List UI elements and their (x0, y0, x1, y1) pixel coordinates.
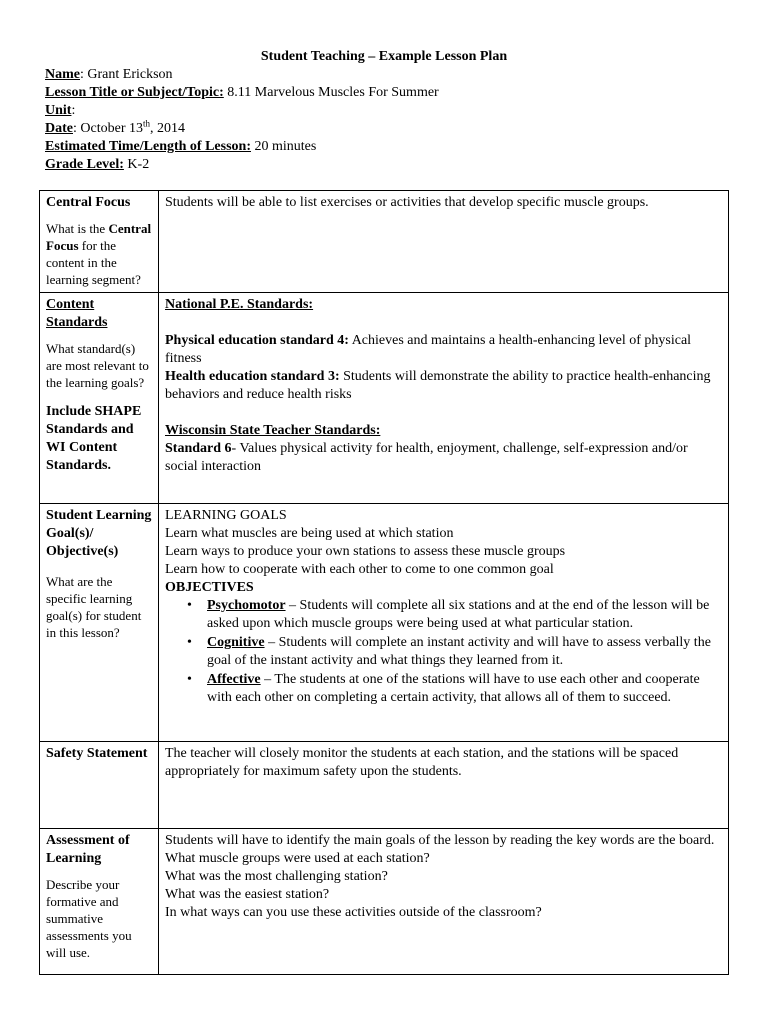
name-value: : Grant Erickson (80, 67, 173, 82)
objectives-title: OBJECTIVES (165, 580, 254, 595)
document-title: Student Teaching – Example Lesson Plan (260, 49, 508, 64)
assessment-row (40, 829, 729, 975)
grade-label: Grade Level: (45, 157, 124, 172)
central-focus-row (40, 191, 729, 293)
assessment-content-cell (159, 829, 729, 975)
learning-goal-item: Learn how to cooperate with each other to come to one common goal (165, 562, 554, 577)
objective-item (207, 634, 722, 670)
objective-text: – The students at one of the stations will have to use each other and cooperate with each other on completing a certain activity, that allows all of them to succeed. (207, 672, 700, 705)
objective-label: Cognitive (207, 635, 265, 650)
objectives-list (165, 597, 722, 707)
name-line (45, 66, 439, 84)
central-focus-label-cell (40, 191, 159, 293)
assessment-line: What muscle groups were used at each station? (165, 851, 430, 866)
pe-standard-text: Achieves and maintains a health-enhancing level of physical fitness (165, 333, 692, 366)
learning-goals-heading: Student Learning Goal(s)/ Objective(s) (46, 508, 152, 559)
content-standards-row (40, 293, 729, 504)
assessment-line: What was the most challenging station? (165, 869, 388, 884)
learning-goals-label-cell (40, 504, 159, 742)
assessment-line: In what ways can you use these activities outside of the classroom? (165, 905, 542, 920)
learning-goals-row (40, 504, 729, 742)
date-label: Date (45, 121, 73, 136)
health-standard-3 (165, 368, 722, 404)
date-year: , 2014 (150, 121, 185, 136)
health-standard-label: Health education standard 3: (165, 369, 340, 384)
safety-label-cell (40, 742, 159, 829)
pe-standard-label: Physical education standard 4: (165, 333, 349, 348)
pe-standard-4 (165, 332, 722, 368)
assessment-label-cell (40, 829, 159, 975)
date-line (45, 120, 439, 138)
unit-value: : (71, 103, 76, 118)
lesson-title-line (45, 84, 439, 102)
time-line (45, 138, 439, 156)
lesson-plan-table (39, 190, 729, 975)
standard-6-label: Standard 6 (165, 441, 232, 456)
objective-item (207, 671, 722, 707)
learning-goals-title: LEARNING GOALS (165, 508, 287, 523)
central-focus-question-bold: Central Focus (46, 221, 152, 253)
unit-label: Unit (45, 103, 72, 118)
unit-line (45, 102, 439, 120)
objective-label: Psychomotor (207, 598, 286, 613)
content-standards-heading: Content Standards (46, 297, 108, 330)
content-standards-question: What standard(s) are most relevant to the learning goals? (46, 341, 149, 390)
time-label: Estimated Time/Length of Lesson: (45, 139, 251, 154)
date-value: : October 13 (73, 121, 143, 136)
assessment-heading: Assessment of Learning (46, 833, 130, 866)
objective-item (207, 597, 722, 633)
safety-text: The teacher will closely monitor the students at each station, and the stations will be spaced appropriately for maximum safety upon the students. (165, 746, 679, 779)
safety-row (40, 742, 729, 829)
central-focus-question-a: What is the (46, 221, 109, 236)
central-focus-text: Students will be able to list exercises or activities that develop specific muscle groups. (165, 195, 649, 210)
health-standard-text: Students will demonstrate the ability to practice health-enhancing behaviors and reduce health risks (165, 369, 711, 402)
time-value: 20 minutes (251, 139, 317, 154)
central-focus-heading: Central Focus (46, 195, 131, 210)
central-focus-question-b: for the content in the learning segment? (46, 238, 141, 287)
grade-value: K-2 (123, 157, 150, 172)
learning-goals-content-cell (159, 504, 729, 742)
content-standards-label-cell (40, 293, 159, 504)
objective-text: – Students will complete an instant activity and will have to assess verbally the goal of the instant activity and what things they learned from it. (207, 635, 711, 668)
learning-goal-item: Learn ways to produce your own stations to assess these muscle groups (165, 544, 566, 559)
date-suffix: th (142, 118, 150, 129)
content-standards-note: Include SHAPE Standards and WI Content Standards. (46, 404, 142, 473)
objective-label: Affective (207, 672, 261, 687)
grade-line (45, 156, 439, 174)
lesson-meta (45, 66, 439, 174)
assessment-line: Students will have to identify the main goals of the lesson by reading the key words are the board. (165, 833, 715, 848)
content-standards-content-cell (159, 293, 729, 504)
standard-6 (165, 440, 722, 476)
national-standards-heading: National P.E. Standards: (165, 297, 314, 312)
name-label: Name (45, 67, 80, 82)
central-focus-content-cell (159, 191, 729, 293)
learning-goals-question: What are the specific learning goal(s) for student in this lesson? (46, 574, 142, 640)
safety-content-cell (159, 742, 729, 829)
safety-heading: Safety Statement (46, 746, 148, 761)
wi-standards-heading: Wisconsin State Teacher Standards: (165, 423, 381, 438)
central-focus-question (46, 220, 152, 288)
objective-text: – Students will complete all six stations and at the end of the lesson will be asked upon which muscle groups were being used at what particular station. (207, 598, 710, 631)
standard-6-text: - Values physical activity for health, enjoyment, challenge, self-expression and/or social interaction (165, 441, 688, 474)
learning-goal-item: Learn what muscles are being used at which station (165, 526, 454, 541)
assessment-question: Describe your formative and summative assessments you will use. (46, 877, 132, 960)
assessment-line: What was the easiest station? (165, 887, 330, 902)
lesson-title-value: 8.11 Marvelous Muscles For Summer (223, 85, 439, 100)
lesson-title-label: Lesson Title or Subject/Topic: (45, 85, 224, 100)
